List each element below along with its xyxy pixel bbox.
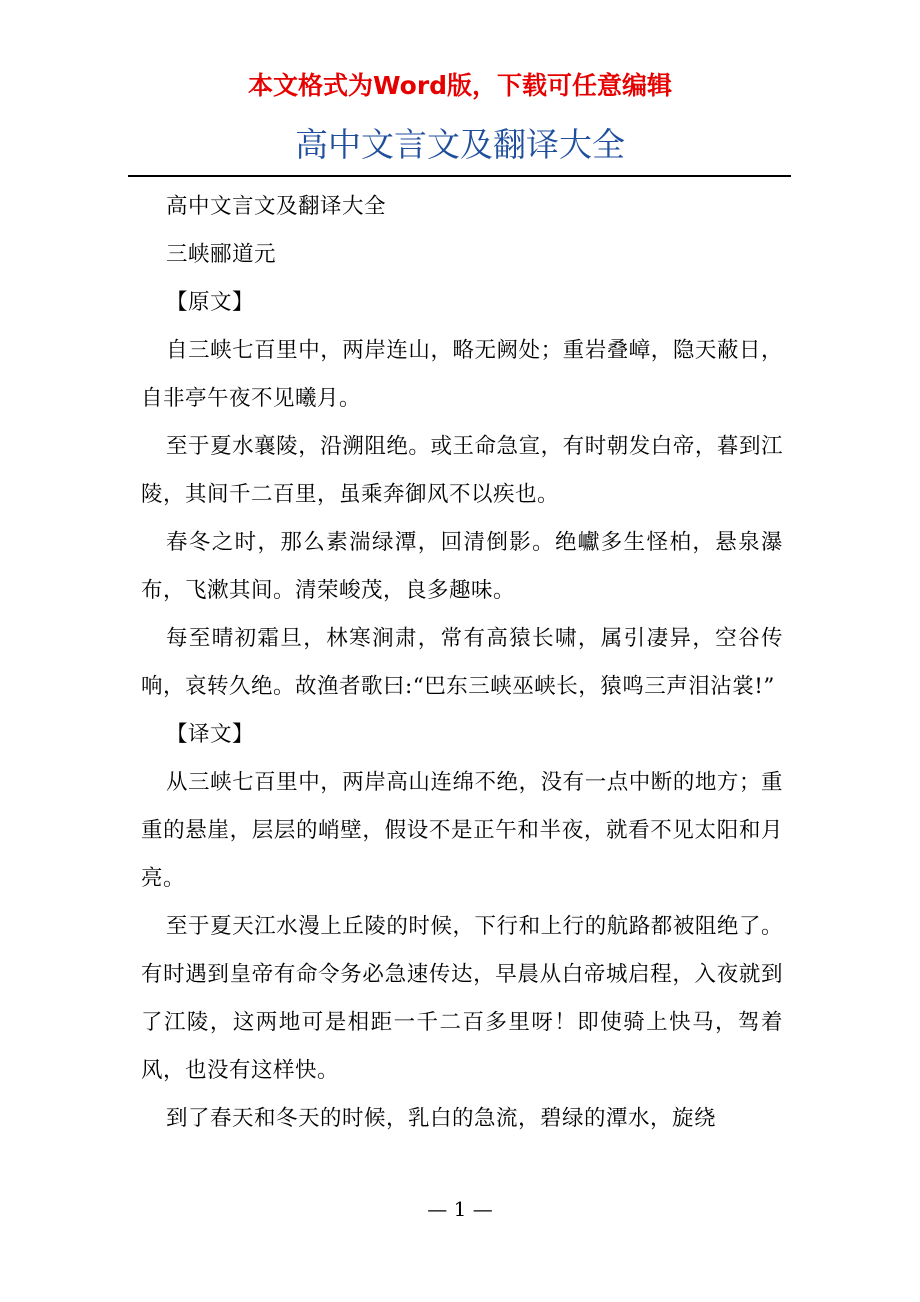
paragraph: 自三峡七百里中，两岸连山，略无阙处；重岩叠嶂，隐天蔽日，自非亭午夜不见曦月。 [141, 338, 783, 411]
paragraph: 从三峡七百里中，两岸高山连绵不绝，没有一点中断的地方；重重的悬崖，层层的峭壁，假设不是正午和半夜，就看不见太阳和月亮。 [141, 770, 783, 891]
section-label-original: 【原文】 [166, 290, 255, 315]
paragraph: 春冬之时，那么素湍绿潭，回清倒影。绝巘多生怪柏，悬泉瀑布，飞漱其间。清荣峻茂，良多趣味。 [141, 530, 783, 603]
paragraph: 到了春天和冬天的时候，乳白的急流，碧绿的潭水，旋绕 [166, 1106, 717, 1131]
paragraph: 每至晴初霜旦，林寒涧肃，常有高猿长啸，属引凄异，空谷传响，哀转久绝。故渔者歌曰:“巴东三峡巫峡长，猿鸣三声泪沾裳!” [141, 626, 783, 699]
paragraph: 至于夏水襄陵，沿溯阻绝。或王命急宣，有时朝发白帝，暮到江陵，其间千二百里，虽乘奔御风不以疾也。 [141, 434, 783, 507]
format-notice: 本文格式为Word版，下载可任意编辑 [247, 71, 673, 100]
paragraph-author: 三峡郦道元 [166, 242, 277, 267]
document-body [141, 183, 783, 1143]
paragraph: 至于夏天江水漫上丘陵的时候，下行和上行的航路都被阻绝了。有时遇到皇帝有命令务必急速传达，早晨从白帝城启程，入夜就到了江陵，这两地可是相距一千二百多里呀！即使骑上快马，驾着风，也没有这样快。 [141, 914, 783, 1083]
page-number: — 1 — [427, 1197, 493, 1221]
header-divider [128, 175, 791, 177]
document-title: 高中文言文及翻译大全 [295, 125, 625, 164]
section-label-translation: 【译文】 [166, 722, 255, 747]
paragraph-heading: 高中文言文及翻译大全 [166, 194, 387, 219]
